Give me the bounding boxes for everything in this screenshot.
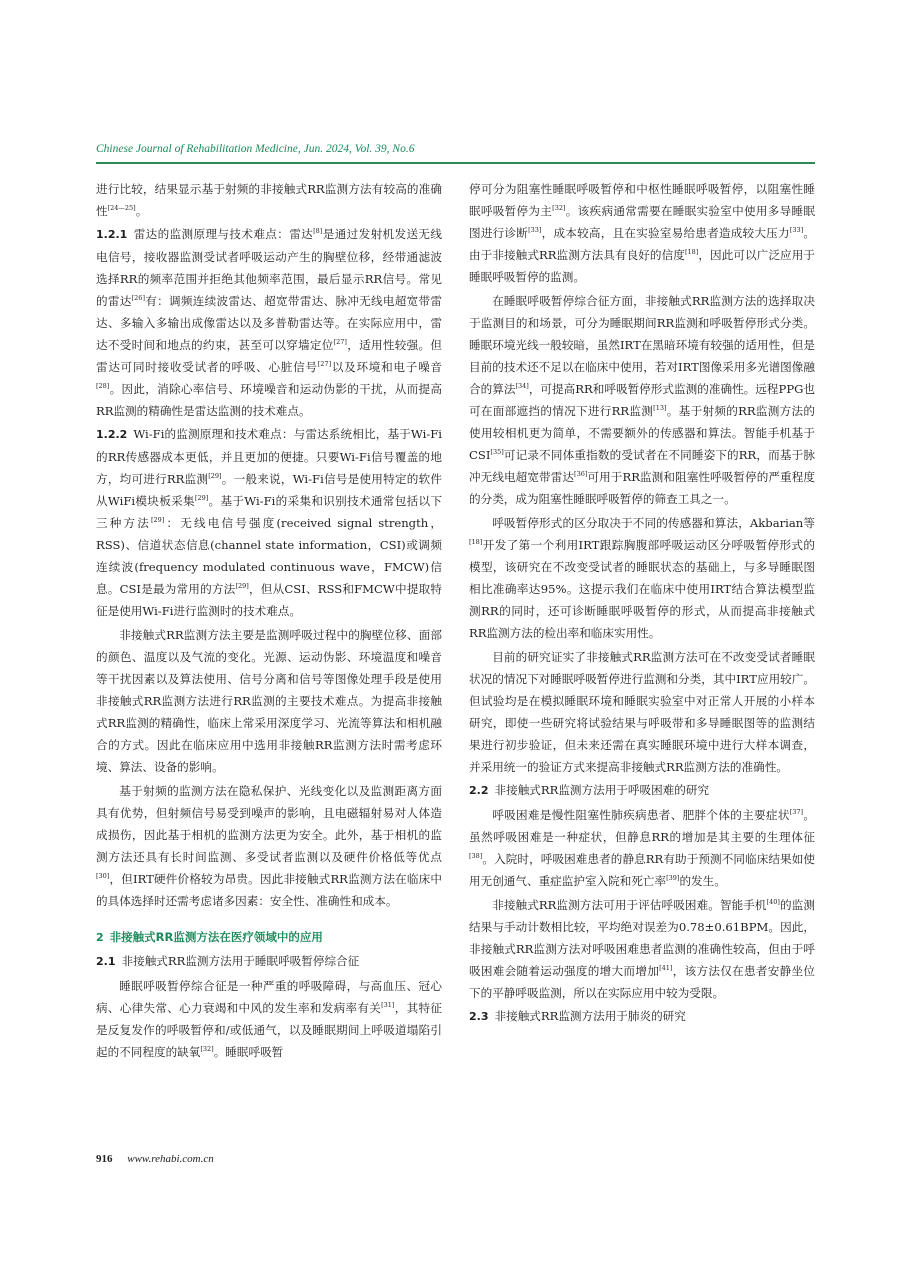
- paragraph: 非接触式RR监测方法可用于评估呼吸困难。智能手机[40]的监测结果与手动计数相比较，平均绝对误差为0.78±0.61BPM。因此，非接触式RR监测方法对呼吸困难患者监测的准确性较高，但由于呼吸困难会随着运动强度的增大而增加[41]，该方法仅在患者安静坐位下的平静呼吸监测，所以在实际应用中较为受限。: [469, 898, 815, 1000]
- journal-issue: Jun. 2024, Vol. 39, No.6: [303, 143, 415, 155]
- paragraph: 睡眠呼吸暂停综合征是一种严重的呼吸障碍，与高血压、冠心病、心律失常、心力衰竭和中风的发生率和发病率有关[31]，其特征是反复发作的呼吸暂停和/或低通气，以及睡眠期间上呼吸道塌陷引起的不同程度的缺氧[32]。睡眠呼吸暂: [96, 979, 442, 1059]
- paragraph: 目前的研究证实了非接触式RR监测方法可在不改变受试者睡眠状况的情况下对睡眠呼吸暂停进行监测和分类，其中IRT应用较广。但试验均是在模拟睡眠环境和睡眠实验室中对正常人开展的小样本研究，即使一些研究将试验结果与呼吸带和多导睡眠图等的监测结果进行初步验证，但未来还需在真实睡眠环境中进行大样本调查，并采用统一的验证方式来提高非接触式RR监测方法的准确性。: [469, 650, 815, 774]
- paragraph: 基于射频的监测方法在隐私保护、光线变化以及监测距离方面具有优势，但射频信号易受到噪声的影响，且电磁辐射易对人体造成损伤，因此基于相机的监测方法更为安全。此外，基于相机的监测方法还具有长时间监测、多受试者监测以及硬件价格低等优点[30]，但IRT硬件价格较为昂贵。因此非接触式RR监测方法在临床中的具体选择时还需考虑诸多因素：安全性、准确性和成本。: [96, 784, 442, 908]
- paragraph: 非接触式RR监测方法主要是监测呼吸过程中的胸壁位移、面部的颜色、温度以及气流的变化。光源、运动伪影、环境温度和噪音等干扰因素以及算法使用、信号分离和信号等图像处理手段是使用非接触式RR监测方法进行RR监测的主要技术难点。为提高非接触式RR监测的精确性，临床上常采用深度学习、光流等算法和相机融合的方式。因此在临床应用中选用非接触RR监测方法时需考虑环境、算法、设备的影响。: [96, 628, 442, 774]
- section-heading-2: 2 非接触式RR监测方法在医疗领域中的应用: [96, 930, 323, 944]
- journal-url: www.rehabi.com.cn: [127, 1153, 214, 1165]
- subsection-2-3-heading: 2.3 非接触式RR监测方法用于肺炎的研究: [469, 1009, 686, 1023]
- subsection-2-1-heading: 2.1 非接触式RR监测方法用于睡眠呼吸暂停综合征: [96, 954, 360, 968]
- paragraph: 呼吸暂停形式的区分取决于不同的传感器和算法，Akbarian等[18]开发了第一个利用IRT跟踪胸腹部呼吸运动区分呼吸暂停形式的模型，该研究在不改变受试者的睡眠状态的基础上，与多导睡眠图相比准确率达95%。这提示我们在临床中使用IRT结合算法模型监测RR的同时，还可诊断睡眠呼吸暂停的形式，从而提高非接触式RR监测方法的检出率和临床实用性。: [469, 516, 815, 640]
- left-column: [96, 178, 442, 1063]
- paragraph: 停可分为阻塞性睡眠呼吸暂停和中枢性睡眠呼吸暂停，以阻塞性睡眠呼吸暂停为主[32]。该疾病通常需要在睡眠实验室中使用多导睡眠图进行诊断[33]，成本较高，且在实验室易给患者造成较大压力[33]。由于非接触式RR监测方法具有良好的信度[18]，因此可以广泛应用于睡眠呼吸暂停的监测。: [469, 182, 815, 284]
- journal-header: [96, 143, 414, 155]
- subsection-2-2-heading: 2.2 非接触式RR监测方法用于呼吸困难的研究: [469, 783, 710, 797]
- page-footer: [96, 1153, 214, 1165]
- right-column: [469, 178, 815, 1028]
- paragraph: 在睡眠呼吸暂停综合征方面，非接触式RR监测方法的选择取决于监测目的和场景，可分为睡眠期间RR监测和呼吸暂停形式分类。睡眠环境光线一般较暗，虽然IRT在黑暗环境有较强的适用性，但是目前的技术还不足以在临床中使用，若对IRT图像采用多光谱图像融合的算法[34]，可提高RR和呼吸暂停形式监测的准确性。远程PPG也可在面部遮挡的情况下进行RR监测[13]。基于射频的RR监测方法的使用较相机更为简单，不需要额外的传感器和算法。智能手机基于CSI[35]可记录不同体重指数的受试者在不同睡姿下的RR，而基于脉冲无线电超宽带雷达[36]可用于RR监测和阻塞性呼吸暂停的严重程度的分类，成为阻塞性睡眠呼吸暂停的筛查工具之一。: [469, 294, 815, 506]
- paragraph: 进行比较，结果显示基于射频的非接触式RR监测方法有较高的准确性[24—25]。: [96, 182, 442, 218]
- header-rule: [96, 162, 815, 164]
- page-number: 916: [96, 1153, 113, 1165]
- paragraph: 呼吸困难是慢性阻塞性肺疾病患者、肥胖个体的主要症状[37]。虽然呼吸困难是一种症状，但静息RR的增加是其主要的生理体征[38]。入院时，呼吸困难患者的静息RR有助于预测不同临床结果如使用无创通气、重症监护室入院和死亡率[39]的发生。: [469, 808, 815, 888]
- subsection-1-2-2: 1.2.2 Wi-Fi的监测原理和技术难点：与雷达系统相比，基于Wi-Fi的RR传感器成本更低，并且更加的便捷。只要Wi-Fi信号覆盖的地方，均可进行RR监测[29]。一般来说，Wi-Fi信号是使用特定的软件从WiFi模块板采集[29]。基于Wi-Fi的采集和识别技术通常包括以下三种方法[29]：无线电信号强度(received signal strength，RSS)、信道状态信息(channel state information，CSI)或调频连续波(frequency modulated continuous wave，FMCW)信息。CSI是最为常用的方法[29]，但从CSI、RSS和FMCW中提取特征是使用Wi-Fi进行监测时的技术难点。: [96, 427, 442, 618]
- subsection-1-2-1: 1.2.1 雷达的监测原理与技术难点：雷达[8]是通过发射机发送无线电信号，接收器监测受试者呼吸运动产生的胸壁位移，经带通滤波选择RR的频率范围并拒绝其他频率范围，最后显示RR信号。常见的雷达[26]有：调频连续波雷达、超宽带雷达、脉冲无线电超宽带雷达、多输入多输出成像雷达以及多普勒雷达等。在实际应用中，雷达不受时间和地点的约束，甚至可以穿墙定位[27]，适用性较强。但雷达可同时接收受试者的呼吸、心脏信号[27]以及环境和电子噪音[28]。因此，消除心率信号、环境噪音和运动伪影的干扰，从而提高RR监测的精确性是雷达监测的技术难点。: [96, 227, 442, 418]
- journal-name: Chinese Journal of Rehabilitation Medicine,: [96, 143, 301, 155]
